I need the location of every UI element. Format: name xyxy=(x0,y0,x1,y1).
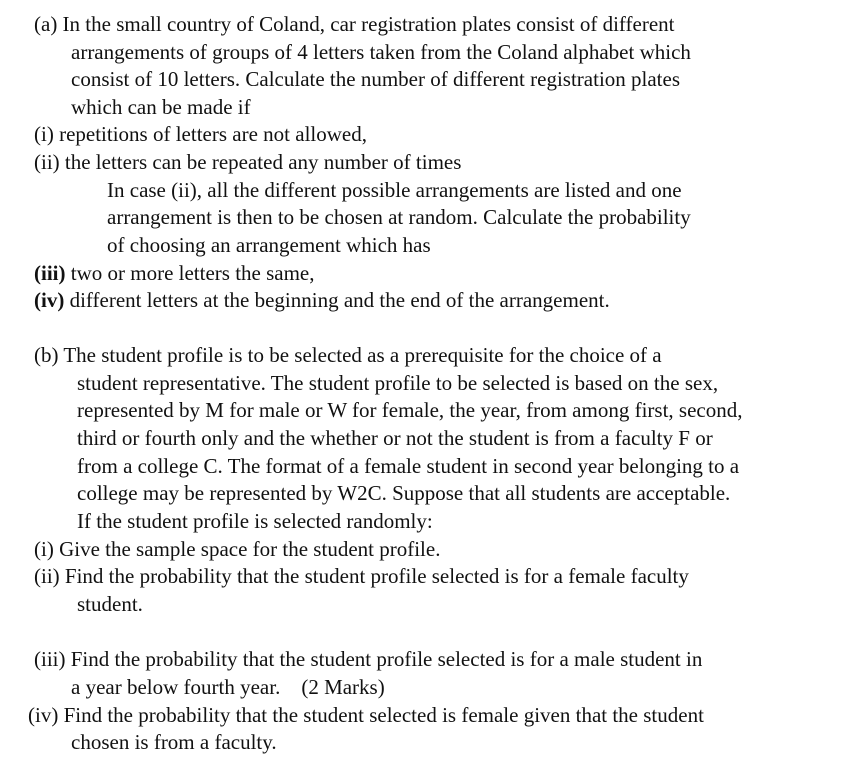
question-b-iv-line-1: (iv) Find the probability that the student selected is female given that the student xyxy=(28,703,704,727)
question-a-iii xyxy=(34,260,315,286)
question-b-ii-line-1: (ii) Find the probability that the student profile selected is for a female faculty xyxy=(34,564,689,588)
question-a-i-label: (i) xyxy=(34,122,54,146)
question-a-iii-text: two or more letters the same, xyxy=(70,261,315,285)
question-a-case-line-3: of choosing an arrangement which has xyxy=(107,233,431,257)
question-b-iii-line-1: (iii) Find the probability that the student profile selected is for a male student in xyxy=(34,647,703,671)
question-a-case-line-2: arrangement is then to be chosen at random. Calculate the probability xyxy=(107,205,691,229)
question-a-i xyxy=(34,121,367,147)
question-b-i: (i) Give the sample space for the student profile. xyxy=(34,537,441,561)
question-a-iv-label: (iv) xyxy=(34,288,65,312)
question-a-line-1: (a) In the small country of Coland, car registration plates consist of different xyxy=(34,12,675,36)
question-a-ii xyxy=(34,149,461,175)
question-b-iv-line-2: chosen is from a faculty. xyxy=(71,730,277,754)
question-b-line-6: college may be represented by W2C. Suppose that all students are acceptable. xyxy=(77,481,731,505)
question-a-iii-label: (iii) xyxy=(34,261,66,285)
question-b-line-5: from a college C. The format of a female student in second year belonging to a xyxy=(77,454,740,478)
question-a-iv-text: different letters at the beginning and the end of the arrangement. xyxy=(69,288,610,312)
question-a-ii-text: the letters can be repeated any number of times xyxy=(64,150,462,174)
question-a-i-text: repetitions of letters are not allowed, xyxy=(59,122,367,146)
question-a-line-3: consist of 10 letters. Calculate the number of different registration plates xyxy=(71,67,681,91)
question-b-line-2: student representative. The student profile to be selected is based on the sex, xyxy=(77,371,719,395)
question-a-line-4: which can be made if xyxy=(71,95,251,119)
question-b-line-7: If the student profile is selected randomly: xyxy=(77,509,433,533)
question-b-line-1: (b) The student profile is to be selected as a prerequisite for the choice of a xyxy=(34,343,662,367)
question-b-iii-line-2: a year below fourth year. (2 Marks) xyxy=(71,675,385,699)
question-a-line-2: arrangements of groups of 4 letters taken from the Coland alphabet which xyxy=(71,40,691,64)
question-b-ii-line-2: student. xyxy=(77,592,143,616)
question-b-line-3: represented by M for male or W for female, the year, from among first, second, xyxy=(77,398,743,422)
question-a-case-line-1: In case (ii), all the different possible arrangements are listed and one xyxy=(107,178,682,202)
question-a-iv xyxy=(34,287,610,313)
question-b-line-4: third or fourth only and the whether or not the student is from a faculty F or xyxy=(77,426,713,450)
question-a-ii-label: (ii) xyxy=(34,150,60,174)
